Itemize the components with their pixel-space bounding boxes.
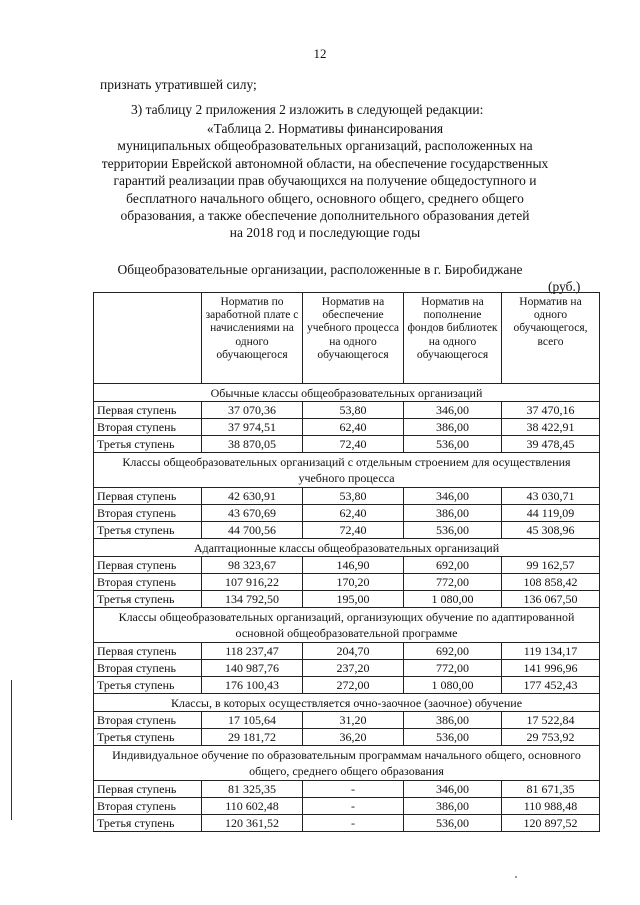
step-cell: Вторая ступень [94,712,202,729]
scan-margin-line [11,680,12,820]
table-row [94,488,600,505]
step-cell: Третья ступень [94,522,202,539]
section-title: Классы, в которых осуществляется очно-заочное (заочное) обучение [94,694,600,712]
value-cell: 204,70 [303,643,404,660]
paragraph-repeal: признать утратившей силу; [100,77,257,92]
step-cell: Третья ступень [94,729,202,746]
value-cell: 17 105,64 [202,712,303,729]
header-education-process: Норматив на обеспечение учебного процесса на одного обучающегося [303,293,404,384]
table-row [94,436,600,453]
value-cell: 536,00 [404,815,502,832]
value-cell: 346,00 [404,488,502,505]
value-cell: 176 100,43 [202,677,303,694]
step-cell: Первая ступень [94,643,202,660]
table-title-line: муниципальных общеобразовательных организаций, расположенных на [117,138,533,154]
value-cell: 195,00 [303,591,404,608]
section-title: Обычные классы общеобразовательных организаций [94,384,600,402]
value-cell: 107 916,22 [202,574,303,591]
value-cell: 39 478,45 [502,436,600,453]
section-title: Классы общеобразовательных организаций с отдельным строением для осуществления учебного процесса [94,453,600,488]
table-title [90,120,560,242]
step-cell: Вторая ступень [94,660,202,677]
value-cell: 108 858,42 [502,574,600,591]
value-cell: 120 897,52 [502,815,600,832]
step-cell: Вторая ступень [94,798,202,815]
section-row [94,694,600,712]
value-cell: 110 988,48 [502,798,600,815]
value-cell: 44 700,56 [202,522,303,539]
section-title: Адаптационные классы общеобразовательных организаций [94,539,600,557]
value-cell: 386,00 [404,712,502,729]
value-cell: - [303,781,404,798]
value-cell: 772,00 [404,660,502,677]
value-cell: 53,80 [303,402,404,419]
value-cell: 177 452,43 [502,677,600,694]
table-row [94,712,600,729]
step-cell: Вторая ступень [94,505,202,522]
value-cell: 237,20 [303,660,404,677]
value-cell: 43 030,71 [502,488,600,505]
table-title-line: образования, а также обеспечение дополнительного образования детей [120,208,530,224]
value-cell: 36,20 [303,729,404,746]
table-row [94,798,600,815]
section-title: Классы общеобразовательных организаций, организующих обучение по адаптированной основной общеобразовательной программе [94,608,600,643]
table-row [94,574,600,591]
table-row [94,557,600,574]
table-title-line: на 2018 год и последующие годы [229,225,421,241]
value-cell: 37 070,36 [202,402,303,419]
value-cell: 17 522,84 [502,712,600,729]
table-row [94,419,600,436]
value-cell: 386,00 [404,798,502,815]
step-cell: Третья ступень [94,591,202,608]
value-cell: 120 361,52 [202,815,303,832]
value-cell: 692,00 [404,557,502,574]
step-cell: Первая ступень [94,781,202,798]
value-cell: 37 470,16 [502,402,600,419]
value-cell: 42 630,91 [202,488,303,505]
header-total: Норматив на одного обучающегося, всего [502,293,600,384]
section-row [94,539,600,557]
value-cell: 692,00 [404,643,502,660]
value-cell: 272,00 [303,677,404,694]
value-cell: 45 308,96 [502,522,600,539]
step-cell: Первая ступень [94,557,202,574]
step-cell: Вторая ступень [94,419,202,436]
table-row [94,643,600,660]
table-row [94,815,600,832]
value-cell: 62,40 [303,419,404,436]
value-cell: 98 323,67 [202,557,303,574]
value-cell: 386,00 [404,505,502,522]
value-cell: 346,00 [404,402,502,419]
value-cell: 346,00 [404,781,502,798]
value-cell: 1 080,00 [404,591,502,608]
value-cell: 136 067,50 [502,591,600,608]
value-cell: 37 974,51 [202,419,303,436]
step-cell: Первая ступень [94,488,202,505]
table-title-line: «Таблица 2. Нормативы финансирования [206,121,444,136]
table-title-line: территории Еврейской автономной области, на обеспечение государственных [101,155,549,171]
table-title-line: бесплатного начального общего, основного общего, среднего общего [126,190,524,206]
norms-table [93,292,600,832]
value-cell: 31,20 [303,712,404,729]
section-row [94,746,600,781]
value-cell: 141 996,96 [502,660,600,677]
value-cell: 29 181,72 [202,729,303,746]
header-salary: Норматив по заработной плате с начислениями на одного обучающегося [202,293,303,384]
value-cell: 118 237,47 [202,643,303,660]
value-cell: 536,00 [404,729,502,746]
page-number: 12 [313,46,327,61]
value-cell: 38 870,05 [202,436,303,453]
table-row [94,505,600,522]
value-cell: 81 325,35 [202,781,303,798]
table-title-line: гарантий реализации прав обучающихся на получение общедоступного и [113,173,537,189]
table-row [94,677,600,694]
value-cell: 170,20 [303,574,404,591]
value-cell: 43 670,69 [202,505,303,522]
table-row [94,522,600,539]
step-cell: Первая ступень [94,402,202,419]
value-cell: 29 753,92 [502,729,600,746]
table-row [94,660,600,677]
table-subtitle: Общеобразовательные организации, расположенные в г. Биробиджане [117,262,523,277]
step-cell: Третья ступень [94,436,202,453]
section-row [94,453,600,488]
value-cell: - [303,798,404,815]
step-cell: Третья ступень [94,677,202,694]
table-row [94,781,600,798]
value-cell: 140 987,76 [202,660,303,677]
value-cell: 134 792,50 [202,591,303,608]
value-cell: 1 080,00 [404,677,502,694]
value-cell: 72,40 [303,436,404,453]
value-cell: 38 422,91 [502,419,600,436]
value-cell: 146,90 [303,557,404,574]
value-cell: 44 119,09 [502,505,600,522]
value-cell: 81 671,35 [502,781,600,798]
value-cell: 99 162,57 [502,557,600,574]
value-cell: 53,80 [303,488,404,505]
currency-unit: (руб.) [548,279,581,294]
header-library-fund: Норматив на пополнение фондов библиотек на одного обучающегося [404,293,502,384]
value-cell: 110 602,48 [202,798,303,815]
step-cell: Третья ступень [94,815,202,832]
scan-speck [515,876,517,878]
paragraph-amendment: 3) таблицу 2 приложения 2 изложить в следующей редакции: [131,102,484,117]
table-row [94,591,600,608]
value-cell: 119 134,17 [502,643,600,660]
value-cell: 772,00 [404,574,502,591]
value-cell: 536,00 [404,522,502,539]
value-cell: 72,40 [303,522,404,539]
section-row [94,608,600,643]
step-cell: Вторая ступень [94,574,202,591]
table-header-row [94,293,600,384]
table-row [94,729,600,746]
value-cell: 536,00 [404,436,502,453]
section-row [94,384,600,402]
value-cell: 62,40 [303,505,404,522]
value-cell: 386,00 [404,419,502,436]
table-row [94,402,600,419]
value-cell: - [303,815,404,832]
section-title: Индивидуальное обучение по образовательным программам начального общего, основного общего, среднего общего образования [94,746,600,781]
header-cell-empty [94,293,202,384]
